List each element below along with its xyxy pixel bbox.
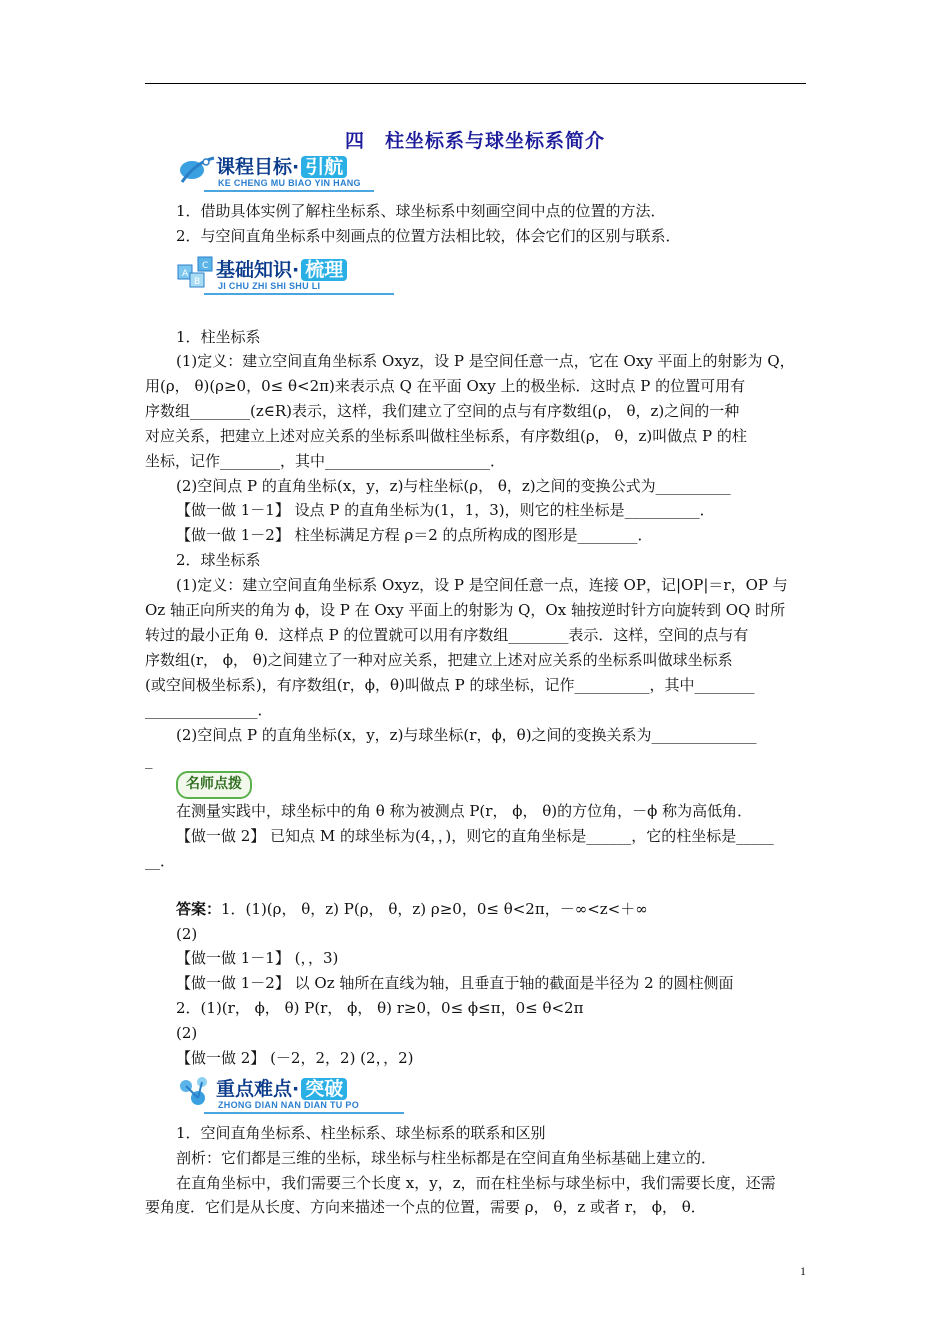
exercise-1-1: 【做一做 1－1】 设点 P 的直角坐标为(1，1，3)，则它的柱坐标是__________． [176,501,715,519]
banner-pinyin: ZHONG DIAN NAN DIAN TU PO [218,1100,359,1110]
text-line: 坐标，记作________，其中______________________． [145,452,506,470]
tip-line: 在测量实践中，球坐标中的角 θ 称为被测点 P(r， ϕ， θ)的方位角，－ϕ 称为高低角． [176,802,753,820]
answer-line: 2．(1)(r， ϕ， θ) P(r， ϕ， θ) r≥0，0≤ ϕ≤π，0≤ θ<2π [176,999,584,1017]
page-number: 1 [800,1264,806,1278]
svg-text:B: B [194,277,201,287]
banner-basic-knowledge [176,251,396,297]
banner-course-goals [176,148,376,194]
exercise-2: 【做一做 2】 已知点 M 的球坐标为(4，，)，则它的直角坐标是______，它的柱坐标是_____ [176,827,774,845]
text-line: 用(ρ， θ)(ρ≥0，0≤ θ<2π)来表示点 Q 在平面 Oxy 上的极坐标．这时点 P 的位置可用有 [145,377,746,395]
abc-blocks-icon [176,255,216,291]
answer-line: 【做一做 2】 (－2，2，2) (2，，2) [176,1049,414,1067]
header-rule [145,83,806,84]
text-line: (1)定义：建立空间直角坐标系 Oxyz，设 P 是空间任意一点，连接 OP，记|OP|＝r，OP 与 [176,576,788,594]
text-line: 对应关系，把建立上述对应关系的坐标系叫做柱坐标系，有序数组(ρ， θ，z)叫做点 P 的柱 [145,427,747,445]
banner-label: 课程目标· 引航 [216,152,347,179]
text-line: _______________． [145,701,273,719]
teacher-tip-badge: 名师点拨 [176,771,252,799]
banner-underline [204,190,374,192]
text-line: (或空间极坐标系)，有序数组(r，ϕ，θ)叫做点 P 的球坐标，记作__________，其中________ [145,676,755,694]
banner-pinyin: KE CHENG MU BIAO YIN HANG [218,178,361,188]
answer-line: (2) [176,1024,198,1042]
banner-label: 重点难点· 突破 [216,1074,347,1101]
text-line: (2)空间点 P 的直角坐标(x，y，z)与柱坐标(ρ， θ，z)之间的变换公式为__________ [176,477,731,495]
banner-pinyin: JI CHU ZHI SHI SHU LI [218,281,321,291]
text-line: 转过的最小正角 θ．这样点 P 的位置就可以用有序数组________表示．这样，空间的点与有 [145,626,749,644]
banner-underline [204,1112,404,1114]
section-heading-spherical: 2．球坐标系 [176,551,261,569]
svg-text:C: C [202,261,209,271]
goal-line-2: 2．与空间直角坐标系中刻画点的位置方法相比较，体会它们的区别与联系． [176,227,681,245]
text-line: 要角度．它们是从长度、方向来描述一个点的位置，需要 ρ， θ，z 或者 r， ϕ， θ． [145,1198,706,1216]
page-title: 四 柱坐标系与球坐标系简介 [344,130,605,152]
answer-line: 【做一做 1－2】 以 Oz 轴所在直线为轴，且垂直于轴的截面是半径为 2 的圆柱侧面 [176,974,734,992]
answer-line: 【做一做 1－1】 (，，3) [176,949,339,967]
text-line: 序数组________(z∈R)表示，这样，我们建立了空间的点与有序数组(ρ， θ，z)之间的一种 [145,402,740,420]
satellite-dish-icon [176,152,216,188]
keypoint-heading: 1．空间直角坐标系、柱坐标系、球坐标系的联系和区别 [176,1124,546,1142]
banner-key-points [176,1070,406,1116]
goal-line-1: 1．借助具体实例了解柱坐标系、球坐标系中刻画空间中点的位置的方法． [176,202,666,220]
exercise-1-2: 【做一做 1－2】 柱坐标满足方程 ρ＝2 的点所构成的图形是________． [176,526,653,544]
svg-text:A: A [182,269,189,279]
text-line: (2)空间点 P 的直角坐标(x，y，z)与球坐标(r，ϕ，θ)之间的变换关系为______________ [176,726,757,744]
molecule-icon [176,1074,216,1110]
text-line: 剖析：它们都是三维的坐标，球坐标与柱坐标都是在空间直角坐标基础上建立的． [176,1149,717,1167]
answer-line: (2) [176,925,198,943]
text-line: Oz 轴正向所夹的角为 ϕ，设 P 在 Oxy 平面上的射影为 Q，Ox 轴按逆时针方向旋转到 OQ 时所 [145,601,786,619]
text-line: 序数组(r， ϕ， θ)之间建立了一种对应关系，把建立上述对应关系的坐标系叫做球坐标系 [145,651,733,669]
text-line: (1)定义：建立空间直角坐标系 Oxyz，设 P 是空间任意一点，它在 Oxy 平面上的射影为 Q， [176,352,795,370]
text-line: _ [145,751,153,769]
section-heading-cylindrical: 1．柱坐标系 [176,328,261,346]
banner-underline [204,293,394,295]
text-line: 在直角坐标中，我们需要三个长度 x，y，z，而在柱坐标与球坐标中，我们需要长度，还需 [176,1174,776,1192]
answer-line-1: 答案：1．(1)(ρ， θ，z) P(ρ， θ，z) ρ≥0，0≤ θ<2π，－∞<z<＋∞ [176,900,648,918]
text-line: __． [145,852,176,870]
banner-label: 基础知识· 梳理 [216,255,347,282]
